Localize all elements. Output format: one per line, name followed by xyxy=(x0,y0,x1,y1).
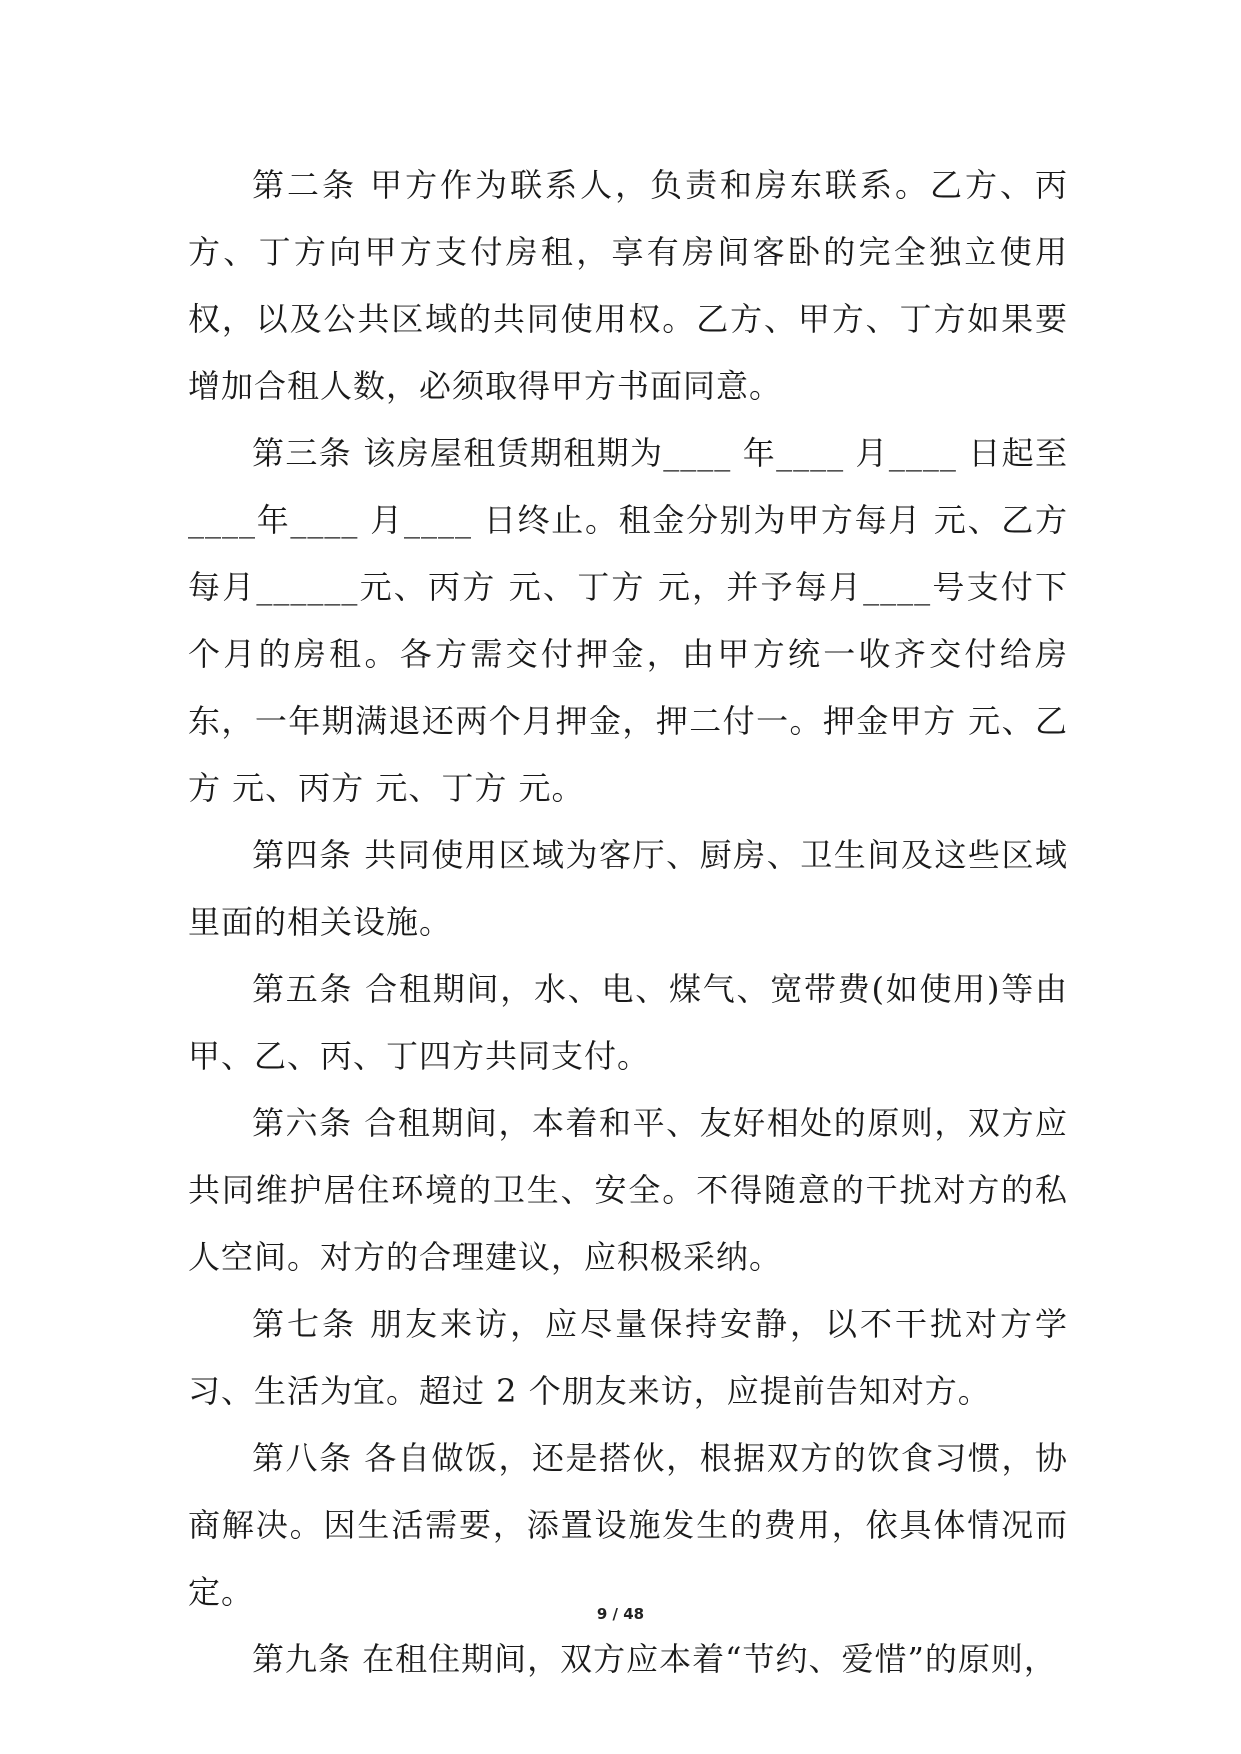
article-3-paragraph: 第三条 该房屋租赁期租期为____ 年____ 月____ 日起至____年____ 月____ 日终止。租金分别为甲方每月 元、乙方每月______元、丙方 元、丁方 元，并予每月____号支付下个月的房租。各方需交付押金，由甲方统一收齐交付给房东，一年期满退还两个月押金，押二付一。押金甲方 元、乙方 元、丙方 元、丁方 元。 xyxy=(188,434,1068,807)
article-5-paragraph: 第五条 合租期间，水、电、煤气、宽带费(如使用)等由甲、乙、丙、丁四方共同支付。 xyxy=(188,970,1068,1075)
document-body xyxy=(188,152,1068,1693)
page-number: 9 / 48 xyxy=(596,1605,645,1623)
article-4-paragraph: 第四条 共同使用区域为客厅、厨房、卫生间及这些区域里面的相关设施。 xyxy=(188,836,1068,941)
article-8-paragraph: 第八条 各自做饭，还是搭伙，根据双方的饮食习惯，协商解决。因生活需要，添置设施发生的费用，依具体情况而定。 xyxy=(188,1439,1068,1611)
article-9-paragraph: 第九条 在租住期间，双方应本着“节约、爱惜”的原则， xyxy=(252,1640,1057,1678)
article-6-paragraph: 第六条 合租期间，本着和平、友好相处的原则，双方应共同维护居住环境的卫生、安全。不得随意的干扰对方的私人空间。对方的合理建议，应积极采纳。 xyxy=(188,1104,1068,1276)
article-7-paragraph: 第七条 朋友来访，应尽量保持安静，以不干扰对方学习、生活为宜。超过 2 个朋友来访，应提前告知对方。 xyxy=(188,1305,1068,1410)
article-2-paragraph: 第二条 甲方作为联系人，负责和房东联系。乙方、丙方、丁方向甲方支付房租，享有房间客卧的完全独立使用权，以及公共区域的共同使用权。乙方、甲方、丁方如果要增加合租人数，必须取得甲方书面同意。 xyxy=(188,166,1068,405)
